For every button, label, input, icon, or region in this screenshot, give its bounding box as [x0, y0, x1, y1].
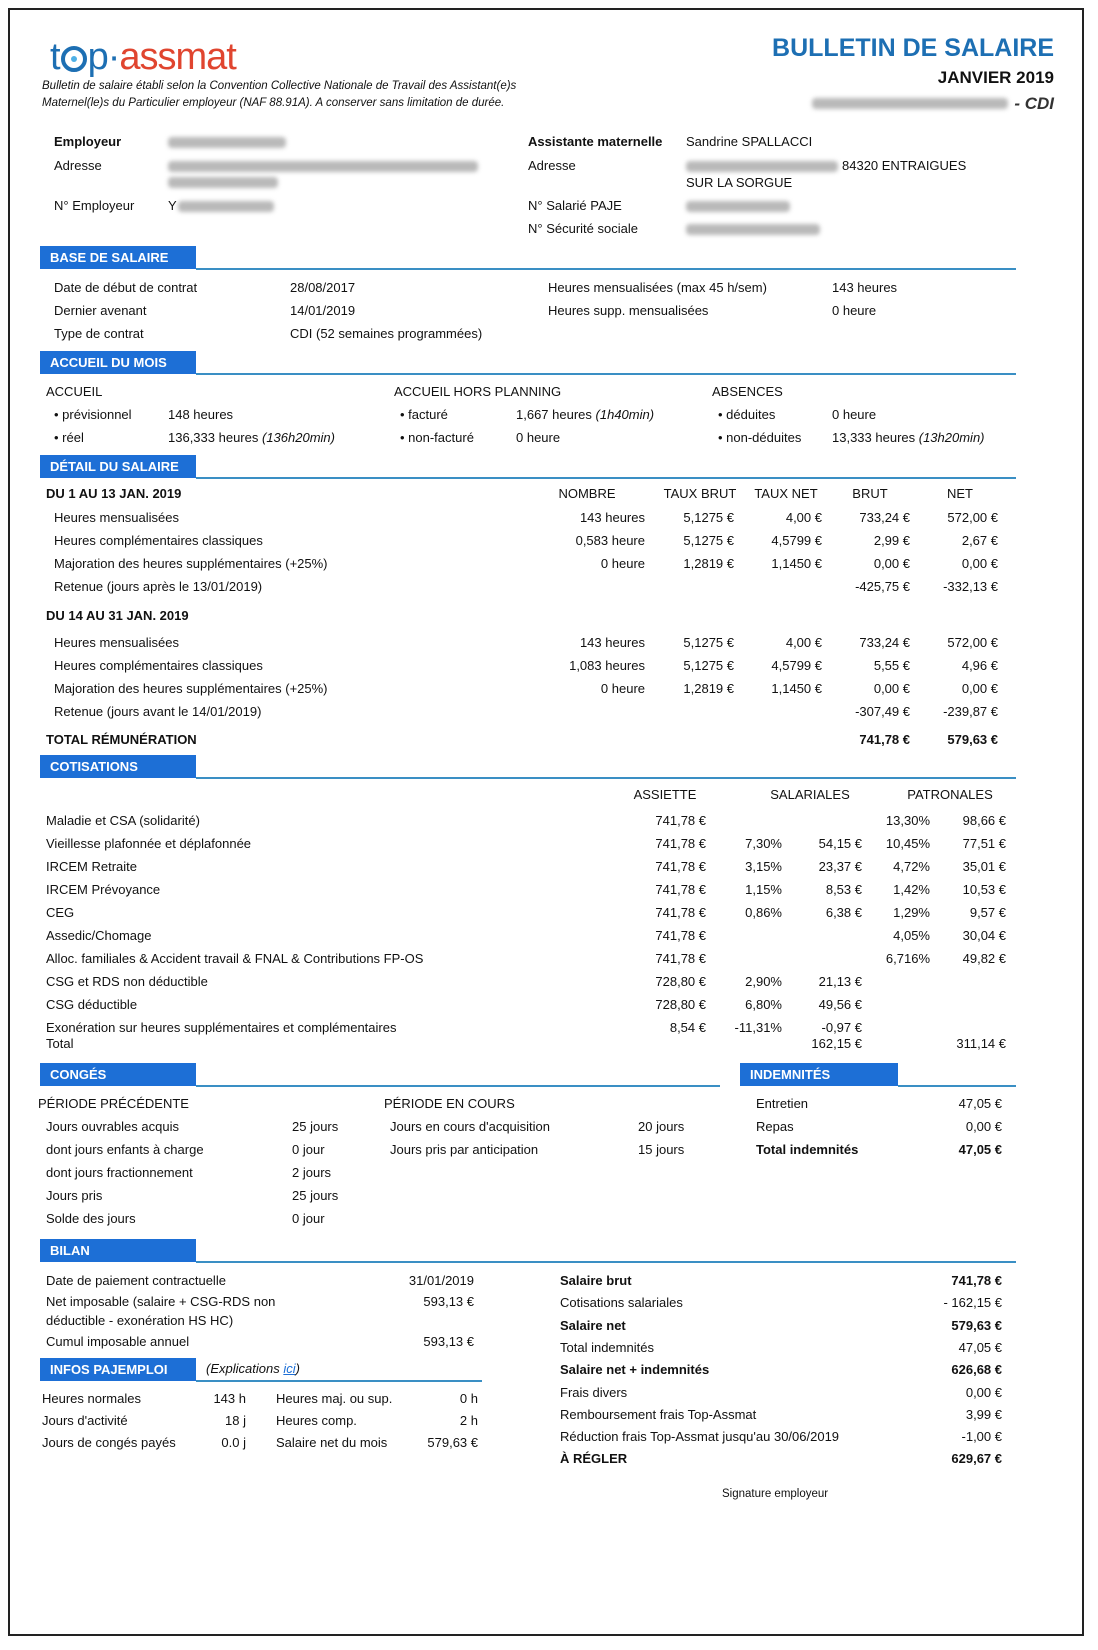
- detail-row-label: Majoration des heures supplémentaires (+25%): [54, 681, 328, 696]
- pajemploi-label: Heures comp.: [276, 1413, 357, 1428]
- cotis-row-pat-montant: 98,66 €: [962, 813, 1006, 828]
- allowance-label: Total indemnités: [756, 1142, 859, 1157]
- allowance-label: Repas: [756, 1119, 794, 1134]
- accueil-real-label: • réel: [54, 430, 84, 445]
- detail-row-brut: -307,49 €: [855, 704, 910, 719]
- section-rule: [196, 777, 1016, 779]
- cotis-row-label: Maladie et CSA (solidarité): [46, 813, 200, 828]
- detail-row-taux-net: 1,1450 €: [771, 556, 822, 571]
- factured-value: 1,667 heures: [516, 407, 592, 422]
- balance-row-value: 47,05 €: [958, 1339, 1002, 1355]
- deducted-value: 0 heure: [832, 407, 877, 422]
- detail-row-net: 2,67 €: [961, 533, 998, 548]
- detail-row-taux-net: 4,5799 €: [771, 658, 822, 673]
- contract-start-label: Date de début de contrat: [54, 280, 198, 295]
- total-remuneration-label: TOTAL RÉMUNÉRATION: [46, 732, 197, 747]
- absences-title: ABSENCES: [712, 384, 783, 399]
- cotis-row-label: IRCEM Prévoyance: [46, 882, 161, 897]
- section-base-salaire: BASE DE SALAIRE: [40, 246, 196, 269]
- detail-row-taux-brut: 1,2819 €: [683, 556, 734, 571]
- explanations-link[interactable]: ici: [283, 1361, 296, 1376]
- pay-period: JANVIER 2019: [937, 68, 1054, 87]
- balance-row-value: 3,99 €: [965, 1406, 1002, 1422]
- balance-row-label: Frais divers: [560, 1384, 628, 1400]
- detail-row-label: Retenue (jours après le 13/01/2019): [54, 579, 263, 594]
- balance-row-value: 0,00 €: [965, 1384, 1002, 1400]
- detail-row-nombre: 143 heures: [579, 635, 645, 650]
- cotis-row-assiette: 728,80 €: [655, 997, 706, 1012]
- cotis-row-sal-taux: 2,90%: [745, 974, 782, 989]
- factured-label: • facturé: [400, 407, 448, 422]
- cotis-row-sal-montant: 54,15 €: [818, 836, 862, 851]
- detail-row-taux-net: 4,00 €: [785, 635, 822, 650]
- allowance-value: 0,00 €: [965, 1119, 1002, 1134]
- detail-row-nombre: 1,083 heures: [569, 658, 645, 673]
- redacted-employer-address-2: [168, 177, 278, 188]
- leave-row-value: 15 jours: [638, 1142, 685, 1157]
- contract-suffix: - CDI: [1014, 94, 1054, 113]
- balance-row-label: Salaire brut: [560, 1273, 632, 1288]
- monthly-hours-value: 143 heures: [832, 280, 898, 295]
- cotis-col-header: ASSIETTE: [633, 787, 697, 802]
- contract-start-value: 28/08/2017: [290, 280, 356, 295]
- detail-row-net: 4,96 €: [961, 658, 998, 673]
- social-security-label: N° Sécurité sociale: [528, 221, 638, 236]
- detail-row-net: 0,00 €: [961, 556, 998, 571]
- taxable-net-label-2: déductible - exonération HS HC): [46, 1313, 234, 1328]
- explanations-suffix: ): [295, 1361, 300, 1376]
- cotis-row-sal-montant: -0,97 €: [821, 1020, 862, 1035]
- cotis-row-pat-taux: 6,716%: [885, 951, 930, 966]
- leave-row-value: 2 jours: [292, 1165, 332, 1180]
- pay-date-value: 31/01/2019: [408, 1273, 474, 1288]
- period-1-heading: DU 1 AU 13 JAN. 2019: [46, 486, 182, 501]
- cotis-total-patronal: 311,14 €: [956, 1036, 1006, 1051]
- top-assmat-logo: t p·assmat: [50, 36, 236, 78]
- accueil-real-note: (136h20min): [261, 430, 335, 445]
- detail-row-brut: 733,24 €: [859, 510, 910, 525]
- balance-row-label: Remboursement frais Top-Assmat: [560, 1406, 757, 1422]
- cotis-row-assiette: 728,80 €: [655, 974, 706, 989]
- detail-row-label: Heures complémentaires classiques: [54, 658, 263, 673]
- detail-row-taux-brut: 5,1275 €: [683, 635, 734, 650]
- leave-row-value: 0 jour: [292, 1142, 325, 1157]
- cotis-row-sal-taux: 6,80%: [745, 997, 782, 1012]
- balance-row-value: 741,78 €: [951, 1273, 1002, 1288]
- annual-taxable-value: 593,13 €: [423, 1334, 474, 1349]
- assistant-address-label: Adresse: [528, 158, 576, 173]
- detail-row-nombre: 143 heures: [579, 510, 645, 525]
- leave-row-label: Jours pris par anticipation: [390, 1142, 539, 1157]
- cotis-row-assiette: 741,78 €: [655, 813, 706, 828]
- cotis-row-sal-taux: 0,86%: [745, 905, 782, 920]
- detail-row-net: 572,00 €: [947, 510, 998, 525]
- assistant-city-line-1: 84320 ENTRAIGUES: [842, 158, 967, 173]
- detail-col-header: TAUX BRUT: [663, 486, 737, 501]
- leave-row-label: Solde des jours: [46, 1211, 136, 1226]
- balance-row-label: Total indemnités: [560, 1339, 654, 1355]
- non-deducted-label: • non-déduites: [718, 430, 802, 445]
- cotis-col-header: PATRONALES: [907, 787, 993, 802]
- accueil-prev-label: • prévisionnel: [54, 407, 132, 422]
- redacted-social-security: [686, 224, 820, 235]
- employer-label: Employeur: [54, 134, 122, 149]
- pajemploi-value: 0.0 j: [221, 1435, 246, 1450]
- cotis-row-pat-montant: 35,01 €: [962, 859, 1006, 874]
- leave-row-label: dont jours fractionnement: [46, 1165, 193, 1180]
- paje-number-label: N° Salarié PAJE: [528, 198, 622, 213]
- detail-row-nombre: 0 heure: [600, 681, 645, 696]
- accueil-prev-value: 148 heures: [168, 407, 234, 422]
- non-factured-label: • non-facturé: [400, 430, 474, 445]
- last-amendment-value: 14/01/2019: [290, 303, 356, 318]
- cotis-row-sal-montant: 23,37 €: [818, 859, 862, 874]
- balance-row-label: Cotisations salariales: [560, 1295, 683, 1311]
- employer-address-label: Adresse: [54, 158, 102, 173]
- redacted-employer-address-1: [168, 161, 478, 172]
- payslip-page: [8, 8, 1084, 1636]
- monthly-hours-label: Heures mensualisées (max 45 h/sem): [548, 280, 767, 295]
- cotis-row-assiette: 741,78 €: [655, 836, 706, 851]
- balance-row-value: 626,68 €: [951, 1362, 1002, 1378]
- cotis-row-sal-montant: 8,53 €: [825, 882, 862, 897]
- detail-row-taux-net: 4,00 €: [785, 510, 822, 525]
- non-deducted-value: 13,333 heures: [832, 430, 916, 445]
- cotis-row-label: CSG déductible: [46, 997, 138, 1012]
- balance-row-label: À RÉGLER: [560, 1451, 628, 1467]
- section-bilan: BILAN: [40, 1239, 196, 1262]
- cotis-row-pat-montant: 30,04 €: [962, 928, 1006, 943]
- assistant-label: Assistante maternelle: [528, 134, 663, 149]
- leave-row-label: Jours en cours d'acquisition: [390, 1119, 551, 1134]
- balance-row-value: -1,00 €: [961, 1429, 1002, 1445]
- pay-date-label: Date de paiement contractuelle: [46, 1273, 226, 1288]
- cotis-row-pat-taux: 13,30%: [885, 813, 930, 828]
- section-detail-salaire: DÉTAIL DU SALAIRE: [40, 455, 196, 478]
- cotis-row-label: IRCEM Retraite: [46, 859, 138, 874]
- section-accueil: ACCUEIL DU MOIS: [40, 351, 196, 374]
- detail-row-brut: 0,00 €: [873, 681, 910, 696]
- section-pajemploi: INFOS PAJEMPLOI: [40, 1358, 196, 1381]
- leave-row-value: 20 jours: [638, 1119, 685, 1134]
- balance-row-label: Réduction frais Top-Assmat jusqu'au 30/06/2019: [560, 1429, 840, 1445]
- detail-row-nombre: 0,583 heure: [575, 533, 645, 548]
- detail-row-taux-brut: 5,1275 €: [683, 510, 734, 525]
- section-rule: [196, 1085, 720, 1087]
- last-amendment-label: Dernier avenant: [54, 303, 147, 318]
- detail-row-label: Heures mensualisées: [54, 510, 180, 525]
- cotis-row-label: Alloc. familiales & Accident travail & FNAL & Contributions FP-OS: [46, 951, 424, 966]
- balance-row-value: 629,67 €: [951, 1451, 1002, 1467]
- cotis-row-assiette: 741,78 €: [655, 928, 706, 943]
- cotis-row-pat-taux: 1,42%: [893, 882, 930, 897]
- cotis-row-assiette: 741,78 €: [655, 882, 706, 897]
- cotis-row-sal-taux: 1,15%: [745, 882, 782, 897]
- balance-row-value: - 162,15 €: [943, 1295, 1002, 1311]
- cotis-row-pat-montant: 77,51 €: [962, 836, 1006, 851]
- detail-col-header: BRUT: [852, 486, 888, 501]
- non-deducted-note: (13h20min): [918, 430, 985, 445]
- current-period-title: PÉRIODE EN COURS: [384, 1096, 515, 1111]
- detail-row-net: 572,00 €: [947, 635, 998, 650]
- contract-type-label: Type de contrat: [54, 326, 144, 341]
- balance-row-label: Salaire net: [560, 1317, 626, 1333]
- accueil-title: ACCUEIL: [46, 384, 103, 399]
- cotis-row-pat-taux: 10,45%: [885, 836, 930, 851]
- detail-row-taux-net: 1,1450 €: [771, 681, 822, 696]
- redacted-employer-name: [812, 98, 1008, 109]
- detail-row-brut: 0,00 €: [873, 556, 910, 571]
- allowance-value: 47,05 €: [958, 1142, 1002, 1157]
- redacted-employer-number: [178, 201, 274, 212]
- detail-row-label: Heures complémentaires classiques: [54, 533, 263, 548]
- redacted-employer: [168, 137, 286, 148]
- cotis-row-sal-taux: 7,30%: [745, 836, 782, 851]
- section-rule: [196, 373, 1016, 375]
- section-cotisations: COTISATIONS: [40, 755, 196, 778]
- cotis-row-sal-montant: 49,56 €: [818, 997, 862, 1012]
- deducted-label: • déduites: [718, 407, 776, 422]
- cotis-row-label: Vieillesse plafonnée et déplafonnée: [46, 836, 252, 851]
- detail-row-label: Retenue (jours avant le 14/01/2019): [54, 704, 262, 719]
- cotis-row-pat-montant: 9,57 €: [969, 905, 1006, 920]
- cotis-col-header: SALARIALES: [770, 787, 850, 802]
- detail-row-brut: 2,99 €: [873, 533, 910, 548]
- pajemploi-value: 18 j: [225, 1413, 246, 1428]
- detail-row-brut: 733,24 €: [859, 635, 910, 650]
- leave-row-value: 0 jour: [292, 1211, 325, 1226]
- employer-signature-label: Signature employeur: [722, 1488, 829, 1500]
- pajemploi-label: Heures normales: [42, 1391, 141, 1406]
- pajemploi-label: Jours de congés payés: [42, 1435, 176, 1450]
- total-net-value: 579,63 €: [947, 732, 998, 747]
- detail-row-net: -332,13 €: [943, 579, 998, 594]
- section-rule: [196, 1261, 1016, 1263]
- cotis-total-label: Total: [46, 1036, 74, 1051]
- cotis-row-sal-montant: 21,13 €: [818, 974, 862, 989]
- detail-row-taux-net: 4,5799 €: [771, 533, 822, 548]
- cotis-row-pat-montant: 49,82 €: [962, 951, 1006, 966]
- detail-row-taux-brut: 1,2819 €: [683, 681, 734, 696]
- document-title: BULLETIN DE SALAIRE: [772, 34, 1054, 62]
- cotis-row-assiette: 741,78 €: [655, 859, 706, 874]
- section-rule: [196, 477, 1016, 479]
- detail-row-brut: -425,75 €: [855, 579, 910, 594]
- detail-row-brut: 5,55 €: [873, 658, 910, 673]
- accueil-real-value: 136,333 heures: [168, 430, 259, 445]
- detail-col-header: NOMBRE: [558, 486, 616, 501]
- cotis-row-label: Exonération sur heures supplémentaires et complémentaires: [46, 1020, 397, 1035]
- logo-circle-icon: [61, 46, 87, 72]
- cotis-row-pat-montant: 10,53 €: [962, 882, 1006, 897]
- cotis-row-sal-montant: 6,38 €: [825, 905, 862, 920]
- pajemploi-value: 2 h: [459, 1413, 478, 1428]
- cotis-row-sal-taux: 3,15%: [745, 859, 782, 874]
- cotis-row-pat-taux: 4,72%: [893, 859, 930, 874]
- section-conges: CONGÉS: [40, 1063, 196, 1086]
- non-factured-value: 0 heure: [516, 430, 561, 445]
- cotis-row-assiette: 741,78 €: [655, 905, 706, 920]
- legal-line-1: Bulletin de salaire établi selon la Convention Collective Nationale de Travail des Assistant(e)s: [42, 80, 517, 92]
- cotis-row-pat-taux: 4,05%: [893, 928, 930, 943]
- leave-row-value: 25 jours: [292, 1188, 339, 1203]
- section-rule: [196, 268, 1016, 270]
- hors-planning-title: ACCUEIL HORS PLANNING: [394, 384, 562, 399]
- section-indemnites: INDEMNITÉS: [740, 1063, 898, 1086]
- detail-col-header: NET: [947, 486, 973, 501]
- pajemploi-label: Jours d'activité: [42, 1413, 128, 1428]
- section-rule: [196, 1380, 482, 1382]
- detail-row-nombre: 0 heure: [600, 556, 645, 571]
- legal-line-2: Maternel(le)s du Particulier employeur (NAF 88.91A). A conserver sans limitation de durée.: [42, 97, 505, 109]
- section-rule: [898, 1085, 1016, 1087]
- allowance-value: 47,05 €: [958, 1096, 1002, 1111]
- detail-row-label: Majoration des heures supplémentaires (+25%): [54, 556, 328, 571]
- cotis-total-salarial: 162,15 €: [811, 1036, 862, 1051]
- detail-col-header: TAUX NET: [754, 486, 818, 501]
- leave-row-label: dont jours enfants à charge: [46, 1142, 204, 1157]
- period-2-heading: DU 14 AU 31 JAN. 2019: [46, 608, 189, 623]
- leave-row-value: 25 jours: [292, 1119, 339, 1134]
- factured-note: (1h40min): [595, 407, 655, 422]
- detail-row-label: Heures mensualisées: [54, 635, 180, 650]
- cotis-row-assiette: 741,78 €: [655, 951, 706, 966]
- cotis-row-sal-taux: -11,31%: [734, 1020, 782, 1035]
- balance-row-label: Salaire net + indemnités: [560, 1362, 710, 1378]
- pajemploi-value: 0 h: [459, 1391, 478, 1406]
- cotis-row-label: Assedic/Chomage: [46, 928, 152, 943]
- employer-number-prefix: Y: [168, 198, 177, 213]
- annual-taxable-label: Cumul imposable annuel: [46, 1334, 190, 1349]
- employer-number-label: N° Employeur: [54, 198, 135, 213]
- cotis-row-assiette: 8,54 €: [669, 1020, 706, 1035]
- detail-row-taux-brut: 5,1275 €: [683, 658, 734, 673]
- pajemploi-value: 143 h: [213, 1391, 246, 1406]
- contract-type-value: CDI (52 semaines programmées): [290, 326, 483, 341]
- cotis-row-label: CSG et RDS non déductible: [46, 974, 208, 989]
- pajemploi-value: 579,63 €: [427, 1435, 478, 1450]
- redacted-assistant-address: [686, 161, 838, 172]
- cotis-row-label: CEG: [46, 905, 75, 920]
- leave-row-label: Jours pris: [46, 1188, 103, 1203]
- supp-hours-label: Heures supp. mensualisées: [548, 303, 709, 318]
- total-brut-value: 741,78 €: [859, 732, 910, 747]
- taxable-net-value: 593,13 €: [423, 1294, 474, 1309]
- assistant-name: Sandrine SPALLACCI: [686, 134, 813, 149]
- explanations-prefix: (Explications: [206, 1361, 284, 1376]
- redacted-paje-number: [686, 201, 790, 212]
- detail-row-net: -239,87 €: [943, 704, 998, 719]
- supp-hours-value: 0 heure: [832, 303, 877, 318]
- previous-period-title: PÉRIODE PRÉCÉDENTE: [38, 1096, 189, 1111]
- balance-row-value: 579,63 €: [951, 1317, 1002, 1333]
- taxable-net-label-1: Net imposable (salaire + CSG-RDS non: [46, 1294, 276, 1309]
- leave-row-label: Jours ouvrables acquis: [46, 1119, 179, 1134]
- detail-row-taux-brut: 5,1275 €: [683, 533, 734, 548]
- cotis-row-pat-taux: 1,29%: [893, 905, 930, 920]
- pajemploi-label: Heures maj. ou sup.: [276, 1391, 393, 1406]
- allowance-label: Entretien: [756, 1096, 809, 1111]
- detail-row-net: 0,00 €: [961, 681, 998, 696]
- pajemploi-label: Salaire net du mois: [276, 1435, 388, 1450]
- assistant-city-line-2: SUR LA SORGUE: [686, 175, 793, 190]
